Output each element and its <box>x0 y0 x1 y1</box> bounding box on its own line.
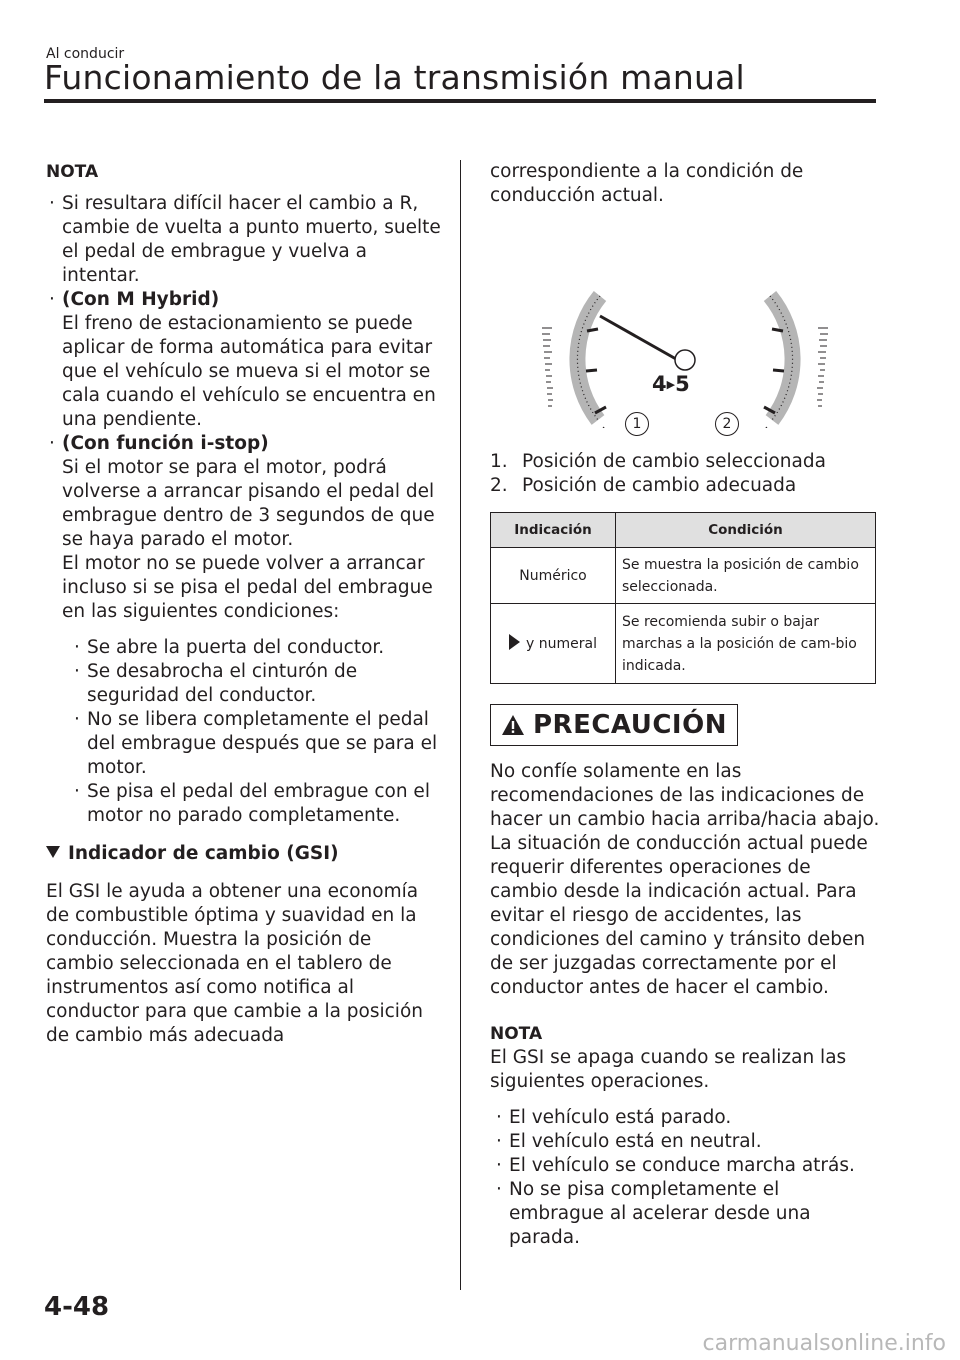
caution-text: No confíe solamente en las recomendaciones de las indicaciones de hacer un cambio hacia arriba/hacia abajo. La situación de conducción actual puede requerir diferentes operaciones de cambio desde la indicación actual. Para evitar el riesgo de accidentes, las condiciones del camino y tránsito deben de ser juzgadas correctamente por el conductor antes de hacer el cambio. <box>490 761 880 998</box>
note-bullet <box>46 192 441 288</box>
note-bullet-text: El freno de estacionamiento se puede aplicar de forma automática para evitar que el vehículo se mueva si el motor se cala cuando el vehículo se encuentra en una pendiente. <box>62 313 436 430</box>
table-header: Indicación <box>491 513 616 548</box>
gsi-heading <box>46 842 441 866</box>
sub-bullet: · Se abre la puerta del conductor. <box>71 636 441 660</box>
gsi-paragraph: El GSI le ayuda a obtener una economía de combustible óptima y suavidad en la conducción. Muestra la posición de cambio seleccionada en el tablero de instrumentos así como notifica al conductor para que cambie a la posición de cambio más adecuada <box>46 881 423 1046</box>
sub-bullet-list <box>46 636 441 828</box>
note-intro: El GSI se apaga cuando se realizan las siguientes operaciones. <box>490 1047 847 1092</box>
note-list <box>490 1106 880 1250</box>
callout-1: 1 <box>625 412 649 436</box>
note-list-item: · El vehículo está en neutral. <box>493 1130 880 1154</box>
note-bullet-text: Si el motor se para el motor, podrá volverse a arrancar pisando el pedal del embrague dentro de 3 segundos de que se haya parado el motor. <box>62 457 435 550</box>
header-rule <box>44 99 876 103</box>
left-column <box>46 160 441 1048</box>
continuation-text: correspondiente a la condición de conducción actual. <box>490 161 804 206</box>
watermark: carmanualsonline.info <box>702 1331 946 1356</box>
gsi-heading-text: Indicador de cambio (GSI) <box>68 843 339 864</box>
table-header: Condición <box>616 513 876 548</box>
gear-suggested: 5 <box>675 372 690 396</box>
callout-2: 2 <box>715 412 739 436</box>
note-heading: NOTA <box>46 162 99 182</box>
note-bullet-text: El motor no se puede volver a arrancar incluso si se pisa el pedal del embrague en las siguientes condiciones: <box>62 553 433 622</box>
table-cell: Se muestra la posición de cambio seleccionada. <box>616 548 876 604</box>
numbered-item: 2. Posición de cambio adecuada <box>490 475 797 496</box>
warning-icon <box>501 714 525 736</box>
sub-bullet: · Se pisa el pedal del embrague con el motor no parado completamente. <box>71 780 441 828</box>
bullet-heading-i-stop: (Con función i-stop) <box>62 433 269 454</box>
page-number: 4-48 <box>44 1292 110 1322</box>
caution-title: PRECAUCIÓN <box>533 710 727 740</box>
note-heading: NOTA <box>490 1024 543 1044</box>
gsi-table <box>490 512 876 684</box>
note-list-item: · El vehículo está parado. <box>493 1106 880 1130</box>
gear-indicator <box>652 372 690 397</box>
table-cell: Se recomienda subir o bajar marchas a la posición de cam-bio indicada. <box>616 604 876 684</box>
numbered-item: 1. Posición de cambio seleccionada <box>490 451 826 472</box>
note-bullet <box>46 432 441 624</box>
tachometer-illustration <box>490 228 880 428</box>
note-list-item: · El vehículo se conduce marcha atrás. <box>493 1154 880 1178</box>
section-label: Al conducir <box>46 46 125 62</box>
table-row <box>491 548 876 604</box>
note-bullet <box>46 288 441 432</box>
note-list-item: · No se pisa completamente el embrague al acelerar desde una parada. <box>493 1178 880 1250</box>
shift-arrow-icon: ▶ <box>666 378 676 391</box>
shift-arrow-icon <box>509 634 520 650</box>
column-divider <box>460 160 461 1290</box>
sub-bullet: · No se libera completamente el pedal del embrague después que se para el motor. <box>71 708 441 780</box>
right-column <box>490 160 880 1250</box>
table-cell: Numérico <box>491 548 616 604</box>
gear-selected: 4 <box>652 372 667 396</box>
table-row <box>491 604 876 684</box>
triangle-down-icon <box>46 846 60 858</box>
table-cell: y numeral <box>491 604 616 684</box>
caution-box <box>490 704 738 746</box>
note-bullet-text: Si resultara difícil hacer el cambio a R, cambie de vuelta a punto muerto, suelte el pedal de embrague y vuelva a intentar. <box>62 193 441 286</box>
note-section-2 <box>490 1022 880 1250</box>
chapter-title: Funcionamiento de la transmisión manual <box>44 58 745 97</box>
gsi-gauge-figure <box>490 228 880 428</box>
bullet-heading-m-hybrid: (Con M Hybrid) <box>62 289 220 310</box>
sub-bullet: · Se desabrocha el cinturón de seguridad del conductor. <box>71 660 441 708</box>
